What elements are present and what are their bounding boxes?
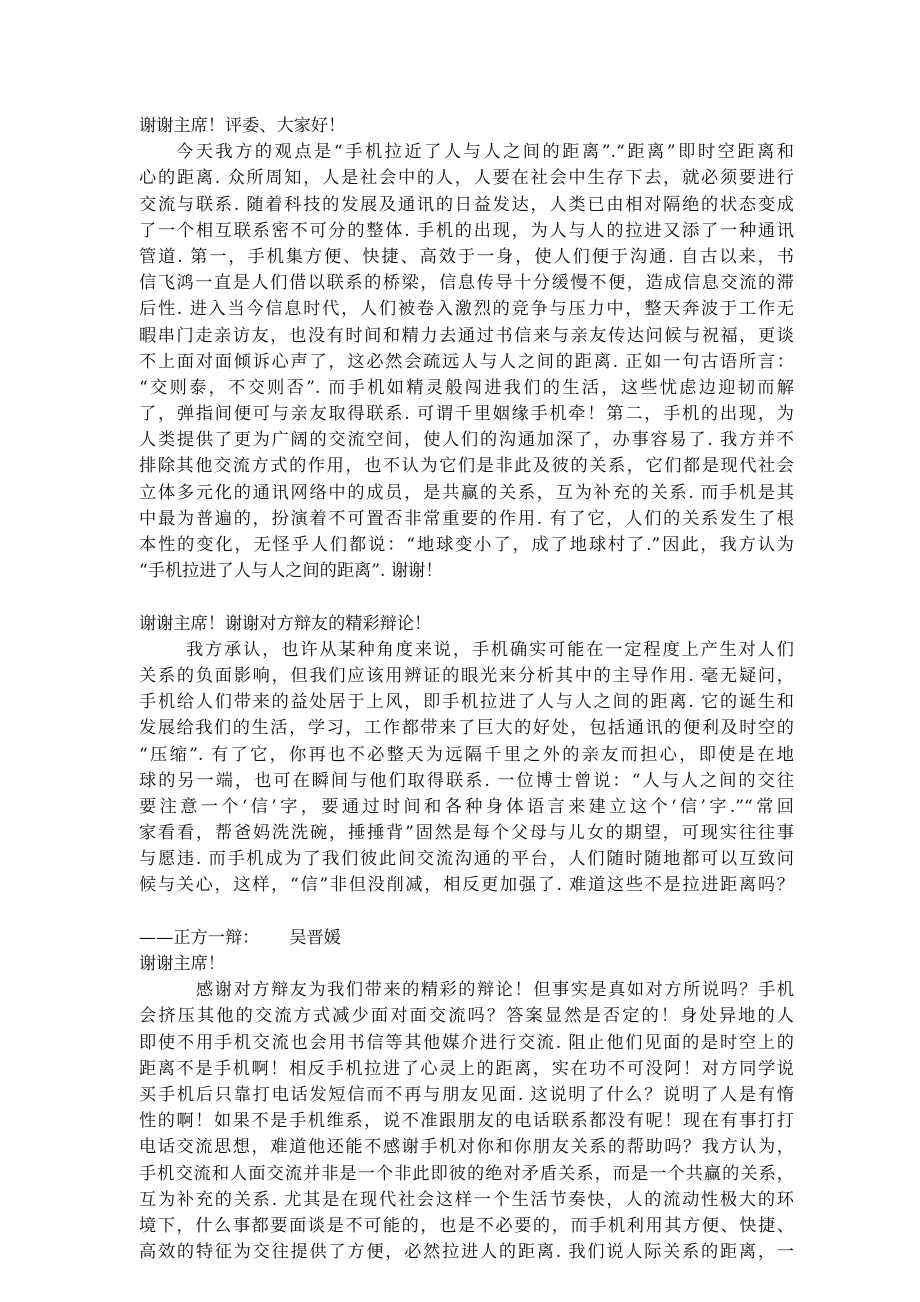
paragraph-line: “手机拉进了人与人之间的距离”. 谢谢！ (139, 561, 443, 582)
paragraph-line: 家看看，帮爸妈洗洗碗，捶捶背”固然是每个父母与儿女的期望，可现实往往事 (139, 823, 794, 844)
paragraph-line: 手机给人们带来的益处居于上风，即手机拉进了人与人之间的距离. 它的诞生和 (139, 692, 794, 713)
document-page (139, 113, 794, 1265)
paragraph-line: 即使不用手机交流也会用书信等其他媒介进行交流. 阻止他们见面的是时空上的 (139, 1032, 794, 1053)
paragraph-line: 后性. 进入当今信息时代，人们被卷入激烈的竞争与压力中，整天奔波于工作无 (139, 299, 794, 320)
paragraph-line: 要注意一个‘信’字，要通过时间和各种身体语言来建立这个‘信’字.”“常回 (139, 796, 794, 817)
paragraph-line: 信飞鸿一直是人们借以联系的桥梁，信息传导十分缓慢不便，造成信息交流的滞 (139, 273, 794, 294)
paragraph-line: 性的啊！如果不是手机维系，说不准跟朋友的电话联系都没有呢！现在有事打打 (139, 1111, 794, 1132)
section-closing (139, 925, 794, 1265)
section-rebuttal (139, 611, 794, 899)
paragraph-line: 关系的负面影响，但我们应该用辨证的眼光来分析其中的主导作用. 毫无疑问， (139, 665, 794, 686)
paragraph-line: 高效的特征为交往提供了方便，必然拉进人的距离. 我们说人际关系的距离，一 (139, 1242, 794, 1263)
greeting-line: 谢谢主席！评委、大家好！ (139, 116, 346, 136)
paragraph-line: 买手机后只靠打电话发短信而不再与朋友见面. 这说明了什么？说明了人是有惰 (139, 1084, 794, 1105)
paragraph-line: 暇串门走亲访友，也没有时间和精力去通过书信来与亲友传达问候与祝福，更谈 (139, 325, 794, 346)
paragraph-line: 球的另一端，也可在瞬间与他们取得联系. 一位博士曾说：“人与人之间的交往 (139, 770, 794, 791)
paragraph-line: 距离不是手机啊！相反手机拉进了心灵上的距离，实在功不可没阿！对方同学说 (139, 1058, 794, 1079)
paragraph-line: 不上面对面倾诉心声了，这必然会疏远人与人之间的距离. 正如一句古语所言： (139, 351, 794, 372)
paragraph-line: 手机交流和人面交流并非是一个非此即彼的绝对矛盾关系，而是一个共赢的关系， (139, 1163, 794, 1184)
paragraph-line: 与愿违. 而手机成为了我们彼此间交流沟通的平台，人们随时随地都可以互致问 (139, 849, 794, 870)
section-opening-statement (139, 113, 794, 584)
greeting-line: 谢谢主席！谢谢对方辩友的精彩辩论！ (139, 613, 432, 634)
paragraph-line: 感谢对方辩友为我们带来的精彩的辩论！但事实是真如对方所说吗？手机 (196, 980, 794, 1001)
paragraph-line: 交流与联系. 随着科技的发展及通讯的日益发达，人类已由相对隔绝的状态变成 (139, 194, 794, 215)
paragraph-spacer (139, 899, 794, 925)
paragraph-line: “压缩”. 有了它，你再也不必整天为远隔千里之外的亲友而担心，即使是在地 (139, 744, 794, 765)
paragraph-line: 电话交流思想，难道他还能不感谢手机对你和你朋友关系的帮助吗？我方认为， (139, 1137, 794, 1158)
paragraph-line: 了一个相互联系密不可分的整体. 手机的出现，为人与人的拉进又添了一种通讯 (139, 220, 794, 241)
paragraph-line: 互为补充的关系. 尤其是在现代社会这样一个生活节奏快，人的流动性极大的环 (139, 1189, 794, 1210)
speaker-signature (139, 925, 794, 951)
signature-name: 吴晋媛 (289, 927, 341, 948)
paragraph-line: 管道. 第一，手机集方便、快捷、高效于一身，使人们便于沟通. 自古以来，书 (139, 246, 794, 267)
paragraph-line: 人类提供了更为广阔的交流空间，使人们的沟通加深了，办事容易了. 我方并不 (139, 430, 794, 451)
paragraph-line: 今天我方的观点是“手机拉近了人与人之间的距离”.“距离”即时空距离和 (176, 142, 794, 163)
paragraph-line: 本性的变化，无怪乎人们都说：“地球变小了，成了地球村了.”因此，我方认为 (139, 535, 794, 555)
paragraph-line: 候与关心，这样，“信”非但没削减，相反更加强了. 难道这些不是拉进距离吗？ (139, 875, 794, 896)
greeting-line: 谢谢主席！ (139, 954, 225, 974)
paragraph-line: 境下，什么事都要面谈是不可能的，也是不必要的，而手机利用其方便、快捷、 (139, 1215, 794, 1236)
paragraph-line: 中最为普遍的，扮演着不可置否非常重要的作用. 有了它，人们的关系发生了根 (139, 508, 794, 529)
paragraph-line: 了，弹指间便可与亲友取得联系. 可谓千里姻缘手机牵！第二，手机的出现，为 (139, 404, 794, 425)
paragraph-line: “交则泰，不交则否”. 而手机如精灵般闯进我们的生活，这些忧虑边迎韧而解 (139, 377, 794, 398)
paragraph-line: 会挤压其他的交流方式减少面对面交流吗？答案显然是否定的！身处异地的人 (139, 1006, 794, 1027)
paragraph-line: 发展给我们的生活，学习，工作都带来了巨大的好处，包括通讯的便利及时空的 (139, 718, 794, 739)
paragraph-line: 心的距离. 众所周知，人是社会中的人，人要在社会中生存下去，就必须要进行 (139, 168, 794, 189)
paragraph-line: 立体多元化的通讯网络中的成员，是共赢的关系，互为补充的关系. 而手机是其 (139, 482, 794, 503)
paragraph-line: 排除其他交流方式的作用，也不认为它们是非此及彼的关系，它们都是现代社会 (139, 456, 794, 477)
paragraph-line: 我方承认，也许从某种角度来说，手机确实可能在一定程度上产生对人们 (186, 639, 794, 660)
paragraph-spacer (139, 584, 794, 610)
signature-role: ——正方一辩： (139, 927, 260, 948)
